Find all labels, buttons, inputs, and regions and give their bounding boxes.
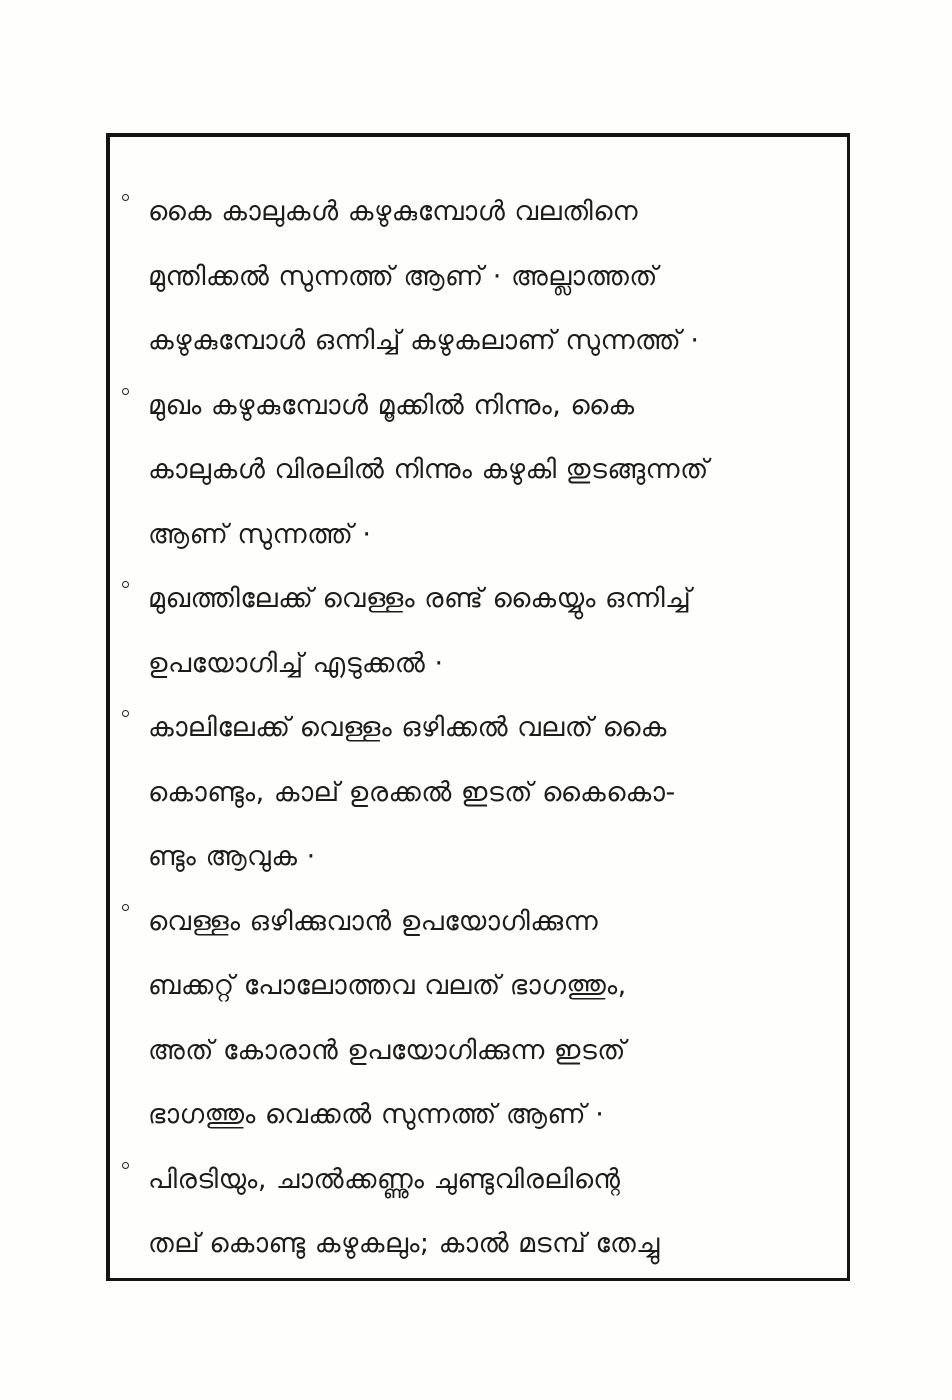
bullet-item: [118, 696, 848, 890]
text-line: കൊണ്ടും, കാല് ഉരക്കൽ ഇടത് കൈകൊ-: [148, 776, 676, 808]
text-line: ണ്ടും ആവുക ·: [148, 841, 316, 872]
text-line: ആണ് സുന്നത്ത് ·: [148, 518, 372, 550]
bullet-item: [118, 374, 848, 568]
bullet-dot-icon: [122, 1162, 129, 1169]
text-line: ഭാഗത്തും വെക്കൽ സുന്നത്ത് ആണ് ·: [148, 1099, 605, 1130]
bullet-dot-icon: [122, 710, 129, 717]
text-line: കാലിലേക്ക് വെള്ളം ഒഴിക്കൽ വലത് കൈ: [148, 712, 667, 743]
text-line: കാലുകൾ വിരലിൽ നിന്നും കഴുകി തുടങ്ങുന്നത്: [148, 454, 709, 485]
bullet-dot-icon: [122, 904, 129, 911]
text-line: മുഖത്തിലേക്ക് വെള്ളം രണ്ട് കൈയ്യും ഒന്നിച്ച്: [148, 583, 692, 614]
text-line: വെള്ളം ഒഴിക്കുവാൻ ഉപയോഗിക്കുന്ന: [148, 905, 599, 937]
text-line: കഴുകുമ്പോൾ ഒന്നിച്ച് കഴുകലാണ് സുന്നത്ത് ·: [148, 325, 700, 356]
handwritten-text: [118, 180, 848, 1277]
text-line: പിരടിയും, ചാൽക്കണ്ണും ചുണ്ടുവിരലിന്റെ: [148, 1163, 621, 1195]
bullet-item: [118, 1148, 848, 1277]
bullet-dot-icon: [122, 581, 129, 588]
text-line: തല് കൊണ്ടു കഴുകലും; കാൽ മടമ്പ് തേച്ചു: [148, 1228, 660, 1259]
bullet-item: [118, 567, 848, 696]
text-line: ഉപയോഗിച്ച് എടുക്കൽ ·: [148, 647, 444, 679]
text-line: മുന്തിക്കൽ സുന്നത്ത് ആണ് · അല്ലാത്തത്: [148, 260, 658, 292]
bullet-item: [118, 890, 848, 1148]
bullet-dot-icon: [122, 194, 129, 201]
bullet-dot-icon: [122, 388, 129, 395]
bullet-item: [118, 180, 848, 374]
text-line: മുഖം കഴുകുമ്പോൾ മൂക്കിൽ നിന്നും, കൈ: [148, 389, 635, 421]
text-line: അത് കോരാൻ ഉപയോഗിക്കുന്ന ഇടത്: [148, 1034, 626, 1066]
text-line: കൈ കാലുകൾ കഴുകുമ്പോൾ വലതിനെ: [148, 196, 639, 227]
text-line: ബക്കറ്റ് പോലോത്തവ വലത് ഭാഗത്തും,: [148, 970, 627, 1001]
